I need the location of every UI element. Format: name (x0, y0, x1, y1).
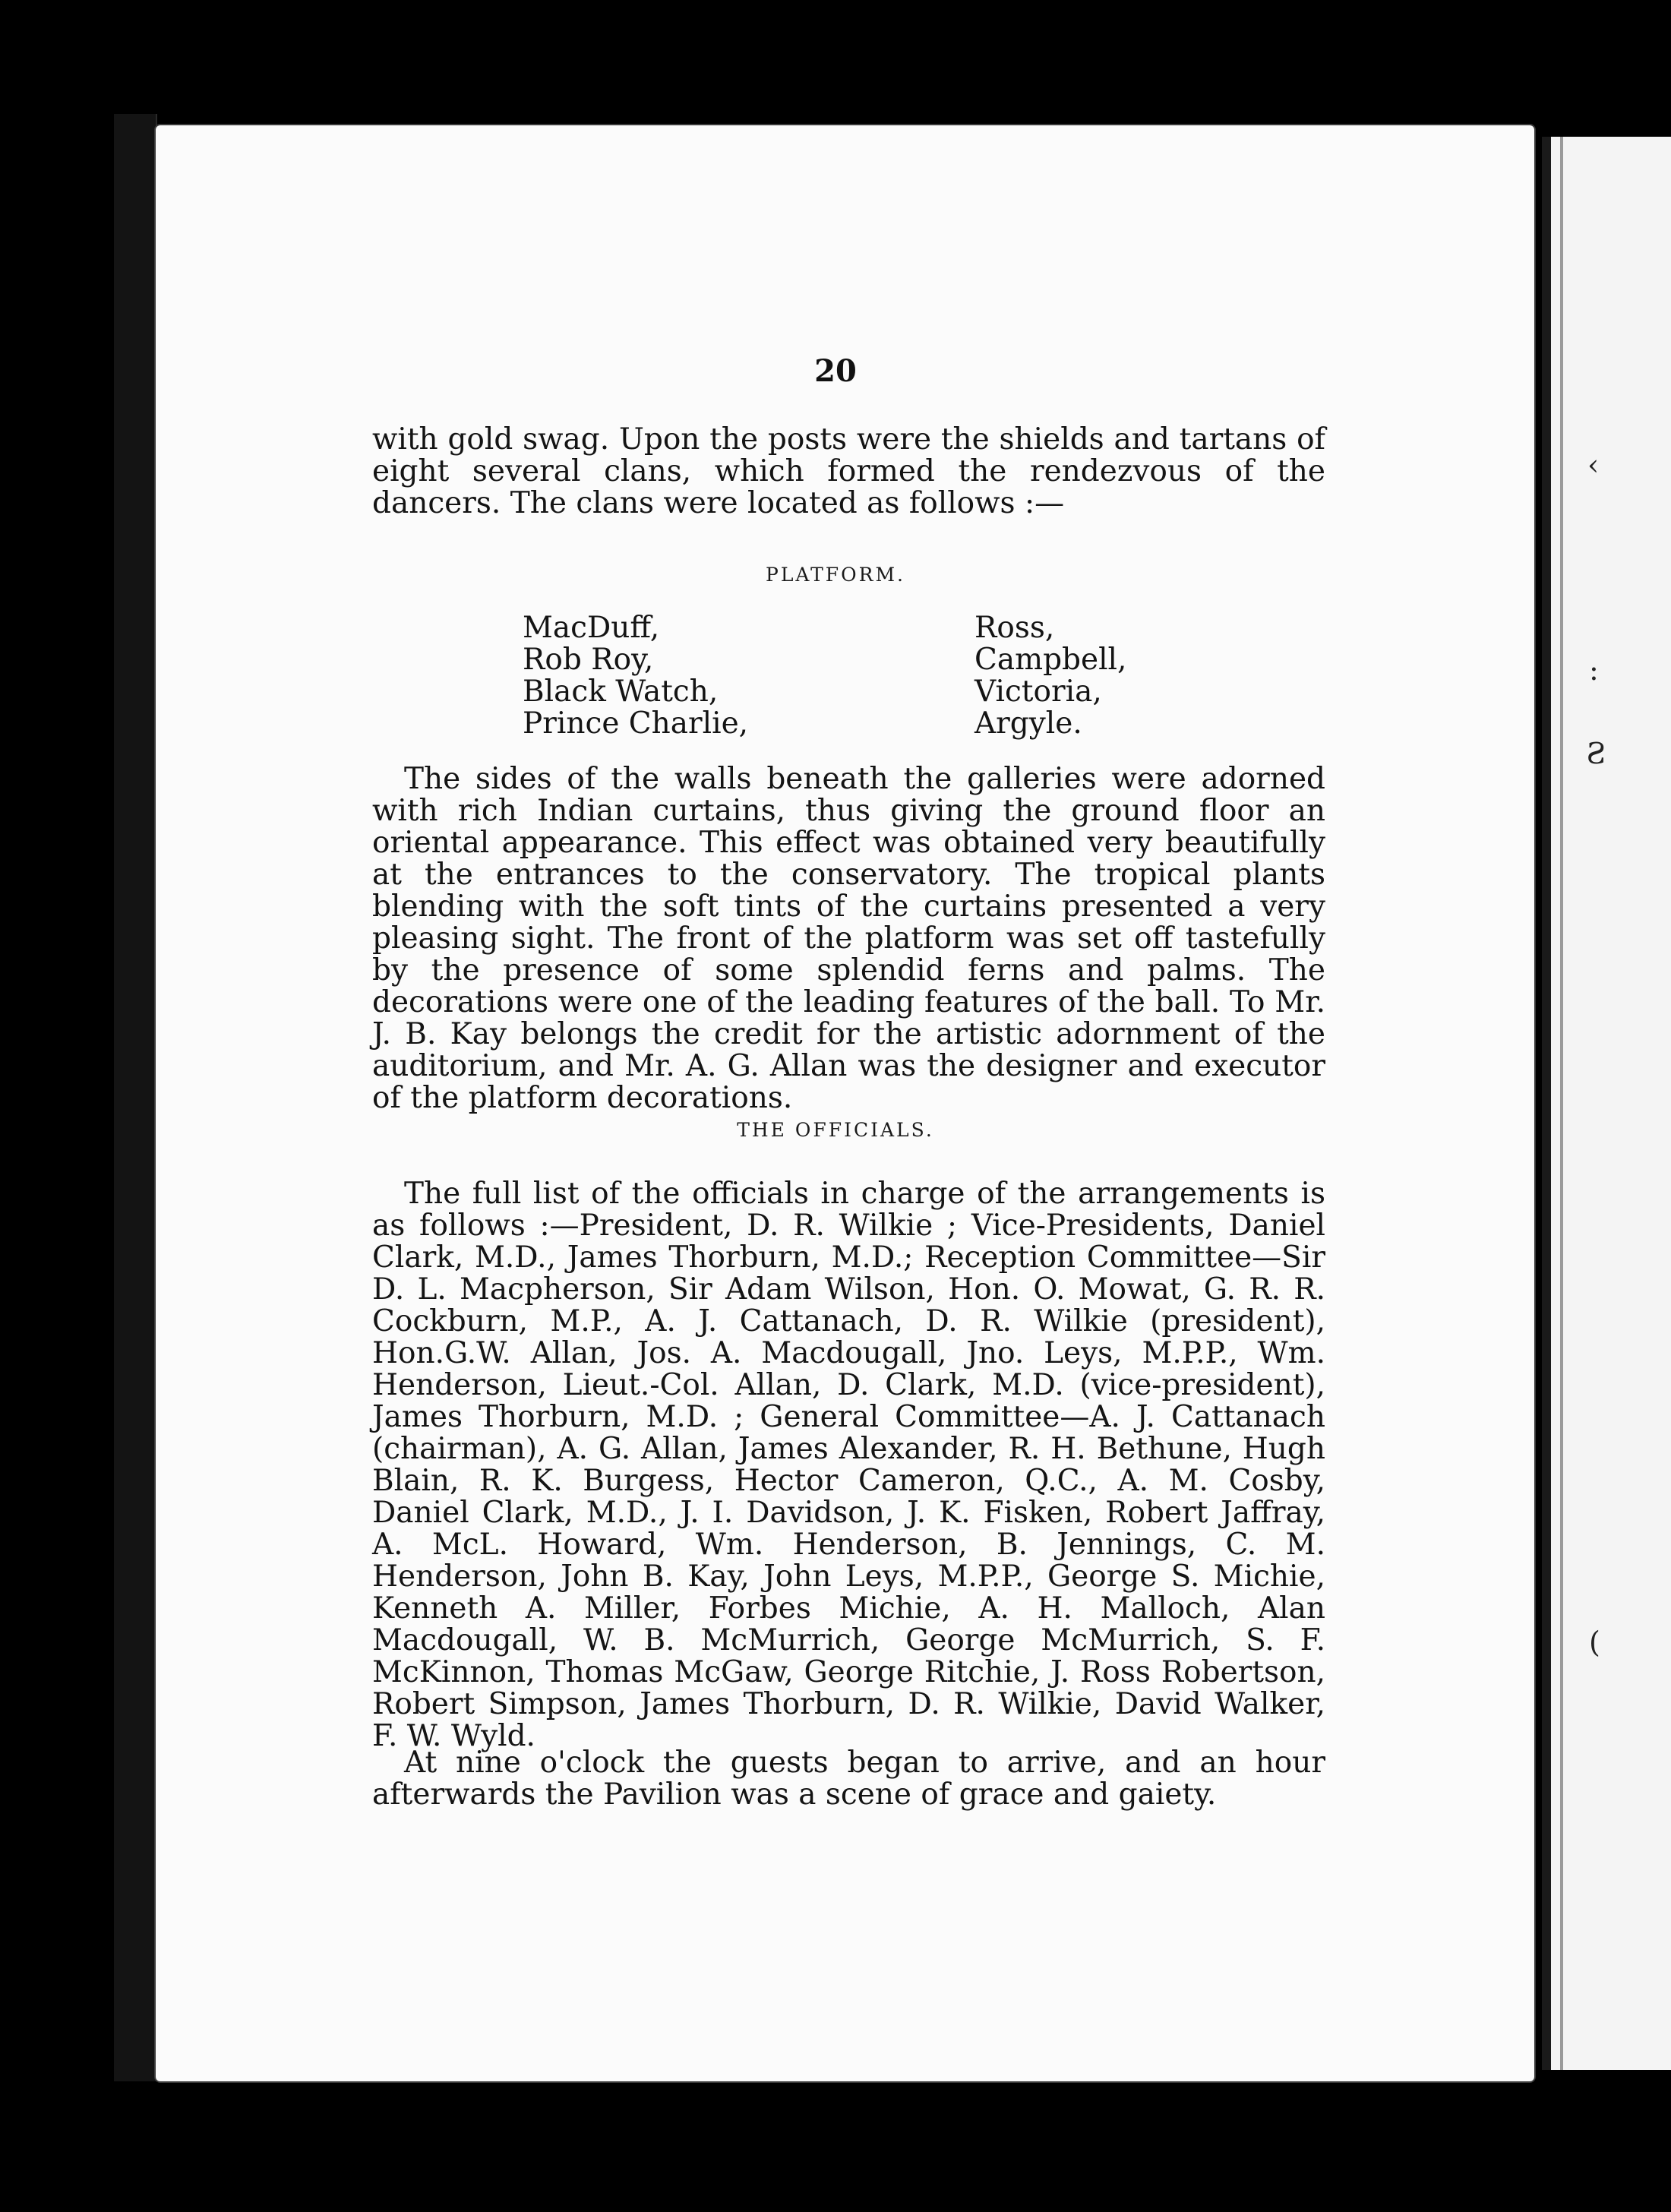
platform-heading: PLATFORM. (766, 564, 905, 586)
bleed-mark: ( (1589, 1626, 1600, 1659)
officials-paragraph: The full list of the officials in charge of the arrangements is as follows :—President, D. R. Wilkie ; Vice-Presidents, Daniel Clark, M.D., James Thorburn, M.D.; Reception Committee—Sir D. L. Macpherson, Sir Adam Wilson, Hon. O. Mowat, G. R. R. Cockburn, M.P., A. J. Cattanach, D. R. Wilkie (president), Hon.G.W. Allan, Jos. A. Macdougall, Jno. Leys, M.P.P., Wm. Henderson, Lieut.-Col. Allan, D. Clark, M.D. (vice-president), James Thorburn, M.D. ; General Committee—A. J. Cattanach (chairman), A. G. Allan, James Alexander, R. H. Bethune, Hugh Blain, R. K. Burgess, Hector Cameron, Q.C., A. M. Cosby, Daniel Clark, M.D., J. I. Davidson, J. K. Fisken, Robert Jaffray, A. McL. Howard, Wm. Henderson, B. Jennings, C. M. Henderson, John B. Kay, John Leys, M.P.P., George S. Michie, Kenneth A. Miller, Forbes Michie, A. H. Malloch, Alan Macdougall, W. B. McMurrich, George McMurrich, S. F. McKinnon, Thomas McGaw, George Ritchie, J. Ross Robertson, Robert Simpson, James Thorburn, D. R. Wilkie, David Walker, F. W. Wyld. (372, 1177, 1325, 1753)
page-gutter-shadow (1542, 137, 1551, 2070)
bleed-mark: ‹ (1587, 448, 1600, 482)
clan-name: Ross, (974, 611, 1055, 645)
intro-paragraph: with gold swag. Upon the posts were the shields and tartans of eight several clans, which formed the rendezvous of the dancers. The clans were located as follows :— (372, 422, 1325, 520)
page-gutter-line (1560, 137, 1563, 2070)
bleed-mark: Ƨ (1586, 737, 1606, 770)
clan-name: Rob Roy, (523, 643, 654, 677)
clan-name: Argyle. (974, 706, 1082, 741)
clan-name: Prince Charlie, (523, 706, 749, 741)
decorations-paragraph: The sides of the walls beneath the galleries were adorned with rich Indian curtains, thus giving the ground floor an oriental appearance. This effect was obtained very beautifully at the entrances to the conservatory. The tropical plants blending with the soft tints of the curtains presented a very pleasing sight. The front of the platform was set off tastefully by the presence of some splendid ferns and palms. The decorations were one of the leading features of the ball. To Mr. J. B. Kay belongs the credit for the artistic adornment of the auditorium, and Mr. A. G. Allan was the designer and executor of the platform decorations. (372, 762, 1325, 1115)
bleed-mark: : (1589, 653, 1599, 687)
book-spine (114, 114, 157, 2081)
clan-name: Victoria, (974, 675, 1102, 709)
clan-name: Black Watch, (523, 675, 719, 709)
page-number: 20 (814, 353, 857, 389)
clan-name: MacDuff, (523, 611, 660, 645)
clan-column-right (974, 612, 1126, 740)
clan-column-left (523, 612, 748, 740)
closing-paragraph: At nine o'clock the guests began to arrive, and an hour afterwards the Pavilion was a scene of grace and gaiety. (372, 1746, 1325, 1812)
clan-name: Campbell, (974, 643, 1127, 677)
adjacent-page-edge (1542, 137, 1671, 2070)
officials-heading: THE OFFICIALS. (737, 1119, 934, 1141)
